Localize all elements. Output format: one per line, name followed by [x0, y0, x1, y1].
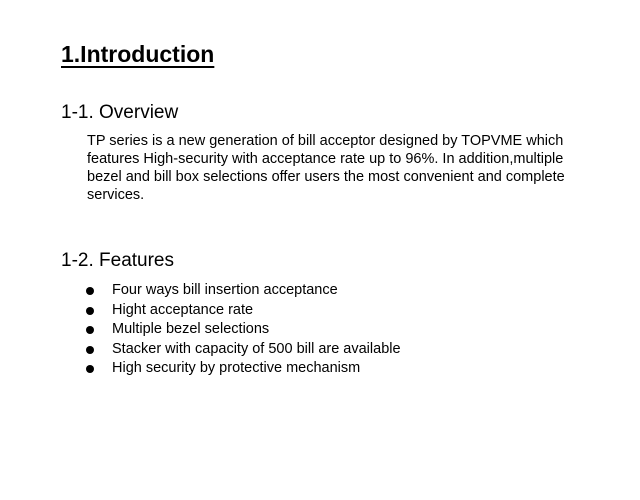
- overview-paragraph: TP series is a new generation of bill acceptor designed by TOPVME which features High-security with acceptance rate up to 96%. In addition,multiple bezel and bill box selections offer users the most convenient and complete services.: [87, 133, 565, 203]
- feature-label: Multiple bezel selections: [112, 321, 270, 338]
- bullet-icon: [86, 307, 94, 315]
- bullet-icon: [86, 365, 94, 373]
- feature-label: High security by protective mechanism: [112, 360, 361, 377]
- bullet-icon: [86, 326, 94, 334]
- bullet-icon: [86, 287, 94, 295]
- feature-label: Hight acceptance rate: [112, 301, 254, 318]
- bullet-icon: [86, 346, 94, 354]
- feature-label: Stacker with capacity of 500 bill are available: [112, 340, 401, 357]
- page-title: 1.Introduction: [61, 41, 215, 67]
- feature-label: Four ways bill insertion acceptance: [112, 282, 338, 298]
- overview-heading: 1-1. Overview: [61, 102, 179, 123]
- features-heading: 1-2. Features: [61, 250, 174, 271]
